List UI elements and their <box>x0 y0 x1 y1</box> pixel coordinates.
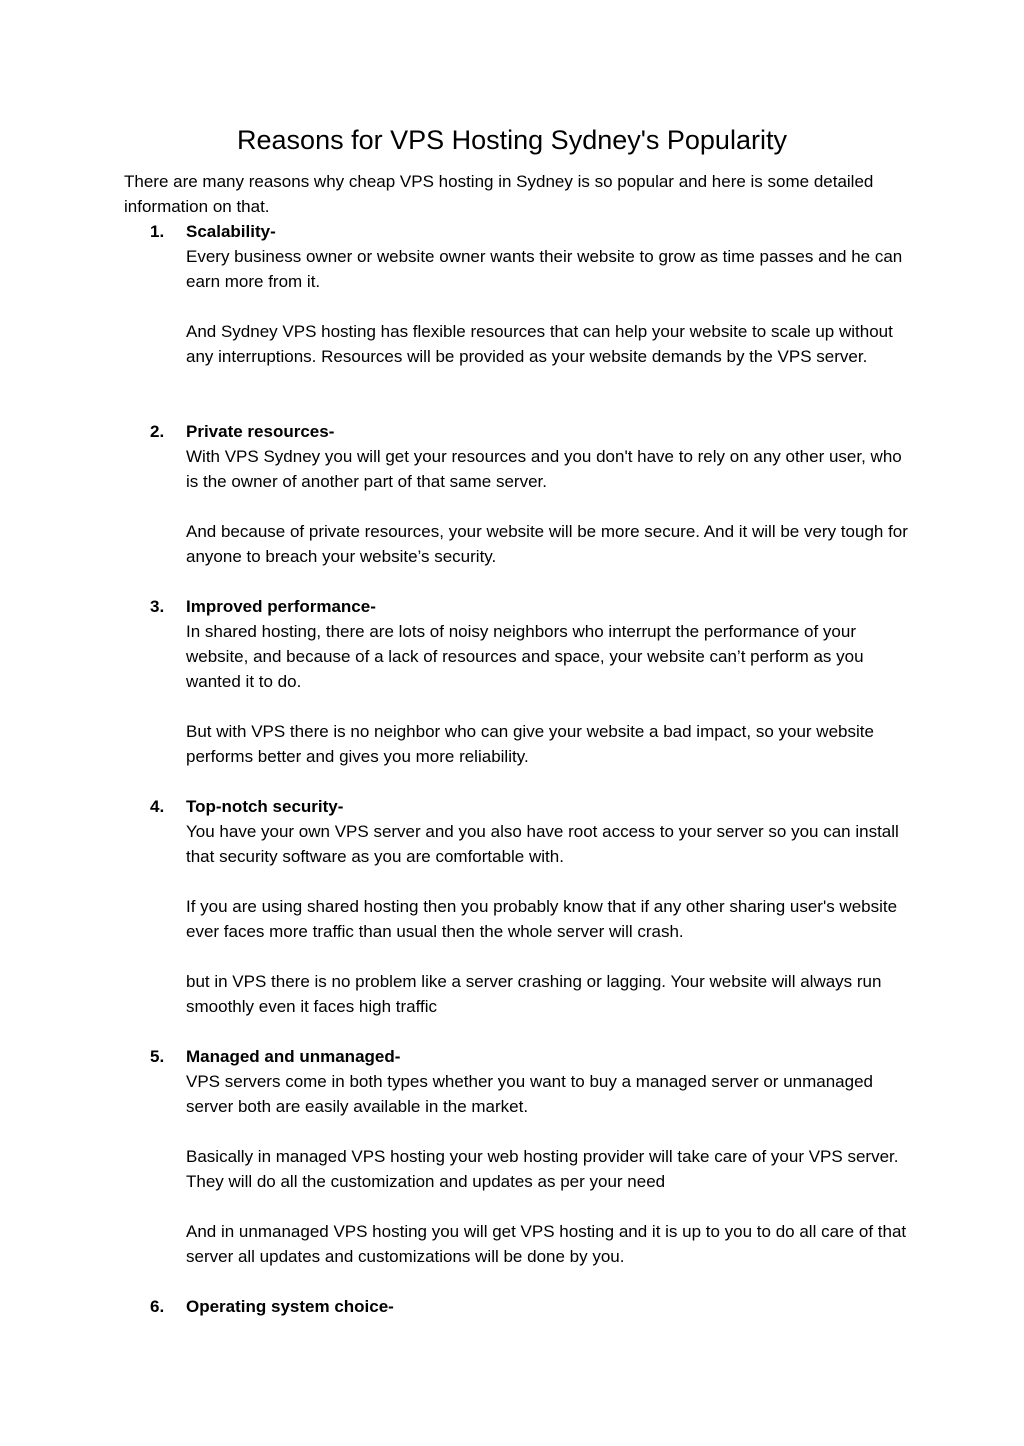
item-number: 5. <box>150 1047 165 1066</box>
item-paragraph: But with VPS there is no neighbor who can give your website a bad impact, so your website performs better and gives you more reliability. <box>186 722 874 766</box>
item-heading: Managed and unmanaged- <box>186 1047 401 1066</box>
item-heading: Operating system choice- <box>186 1297 394 1316</box>
document-title: Reasons for VPS Hosting Sydney's Popularity <box>237 125 787 155</box>
intro-paragraph: There are many reasons why cheap VPS hosting in Sydney is so popular and here is some detailed information on that. <box>124 172 874 216</box>
item-heading: Top-notch security- <box>186 797 344 816</box>
item-paragraph: And in unmanaged VPS hosting you will get VPS hosting and it is up to you to do all care of that server all updates and customizations will be done by you. <box>186 1222 907 1266</box>
item-heading: Private resources- <box>186 422 335 441</box>
item-number: 2. <box>150 422 165 441</box>
item-number: 4. <box>150 797 165 816</box>
item-paragraph: If you are using shared hosting then you probably know that if any other sharing user's website ever faces more traffic than usual then the whole server will crash. <box>186 897 898 941</box>
item-paragraph: In shared hosting, there are lots of noisy neighbors who interrupt the performance of your website, and because of a lack of resources and space, your website can’t perform as you wanted it to do. <box>186 622 864 691</box>
item-paragraph: With VPS Sydney you will get your resources and you don't have to rely on any other user, who is the owner of another part of that same server. <box>186 447 902 491</box>
item-paragraph: but in VPS there is no problem like a server crashing or lagging. Your website will always run smoothly even it faces high traffic <box>186 972 882 1016</box>
item-paragraph: And Sydney VPS hosting has flexible resources that can help your website to scale up without any interruptions. Resources will be provided as your website demands by the VPS server. <box>186 322 893 366</box>
item-paragraph: And because of private resources, your website will be more secure. And it will be very tough for anyone to breach your website’s security. <box>186 522 908 566</box>
item-paragraph: VPS servers come in both types whether you want to buy a managed server or unmanaged server both are easily available in the market. <box>186 1072 873 1116</box>
item-paragraph: Every business owner or website owner wants their website to grow as time passes and he can earn more from it. <box>186 247 903 291</box>
item-heading: Scalability- <box>186 222 276 241</box>
item-number: 6. <box>150 1297 165 1316</box>
item-heading: Improved performance- <box>186 597 376 616</box>
item-number: 1. <box>150 222 165 241</box>
item-paragraph: Basically in managed VPS hosting your web hosting provider will take care of your VPS server. They will do all the customization and updates as per your need <box>186 1147 899 1191</box>
item-paragraph: You have your own VPS server and you also have root access to your server so you can install that security software as you are comfortable with. <box>186 822 899 866</box>
item-number: 3. <box>150 597 165 616</box>
